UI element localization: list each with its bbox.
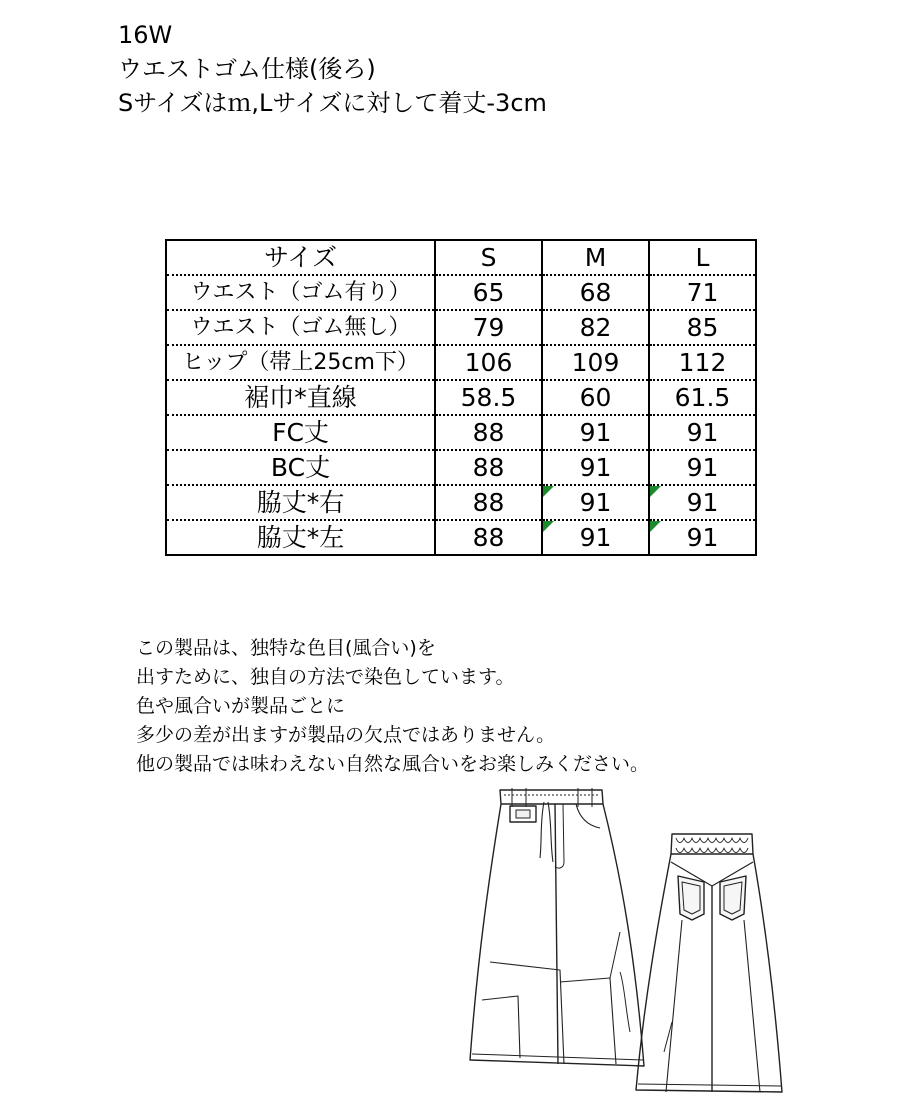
cell-marker — [650, 521, 661, 532]
cell-s: 65 — [435, 275, 542, 310]
cell-l — [649, 520, 756, 555]
cell-s: 88 — [435, 520, 542, 555]
cell-l — [649, 485, 756, 520]
note-line: 出すために、独自の方法で染色しています。 — [136, 666, 515, 688]
note-line: 多少の差が出ますが製品の欠点ではありません。 — [136, 724, 556, 746]
spec-waist-note: ウエストゴム仕様(後ろ) — [118, 55, 376, 83]
cell-s: 88 — [435, 415, 542, 450]
cell-s: 58.5 — [435, 380, 542, 415]
table-row — [166, 520, 756, 555]
cell-marker — [543, 486, 554, 497]
header — [118, 18, 547, 120]
table-row — [166, 310, 756, 345]
row-label: 裾巾*直線 — [166, 380, 435, 415]
season-code: 16W — [118, 21, 173, 49]
cell-l-value: 91 — [686, 488, 719, 517]
row-label: ウエスト（ゴム有り） — [166, 275, 435, 310]
cell-m-value: 91 — [579, 488, 612, 517]
table-header-row — [166, 240, 756, 275]
note-line: 他の製品では味わえない自然な風合いをお楽しみください。 — [136, 753, 650, 775]
cell-m-value: 91 — [579, 523, 612, 552]
note-line: 色や風合いが製品ごとに — [136, 695, 346, 717]
cell-m: 68 — [542, 275, 649, 310]
row-label: 脇丈*右 — [166, 485, 435, 520]
row-label: ウエスト（ゴム無し） — [166, 310, 435, 345]
cell-l: 112 — [649, 345, 756, 380]
cell-m: 60 — [542, 380, 649, 415]
cell-m: 109 — [542, 345, 649, 380]
column-header-size: サイズ — [166, 240, 435, 275]
cell-m — [542, 520, 649, 555]
row-label: BC丈 — [166, 450, 435, 485]
cell-m: 91 — [542, 450, 649, 485]
cell-s: 106 — [435, 345, 542, 380]
cell-l: 91 — [649, 450, 756, 485]
cell-l: 71 — [649, 275, 756, 310]
cell-l: 85 — [649, 310, 756, 345]
product-care-notes — [136, 634, 649, 779]
cell-m — [542, 485, 649, 520]
skirt-back-sketch — [636, 834, 782, 1092]
cell-l: 61.5 — [649, 380, 756, 415]
table-row — [166, 275, 756, 310]
note-line: この製品は、独特な色目(風合い)を — [136, 637, 436, 659]
cell-l: 91 — [649, 415, 756, 450]
cell-s: 79 — [435, 310, 542, 345]
skirt-front-sketch — [470, 788, 644, 1066]
cell-marker — [543, 521, 554, 532]
spec-length-note: Sサイズはｍ,Lサイズに対して着丈-3cm — [118, 89, 547, 117]
cell-s: 88 — [435, 450, 542, 485]
cell-l-value: 91 — [686, 523, 719, 552]
cell-marker — [650, 486, 661, 497]
row-label: FC丈 — [166, 415, 435, 450]
cell-s: 88 — [435, 485, 542, 520]
column-header-m: M — [542, 240, 649, 275]
table-row — [166, 415, 756, 450]
row-label: ヒップ（帯上25cm下） — [166, 345, 435, 380]
table-row — [166, 450, 756, 485]
cell-m: 91 — [542, 415, 649, 450]
table-row — [166, 345, 756, 380]
row-label: 脇丈*左 — [166, 520, 435, 555]
table-row — [166, 485, 756, 520]
table-row — [166, 380, 756, 415]
size-table — [165, 239, 757, 556]
cell-m: 82 — [542, 310, 649, 345]
skirt-illustration — [460, 782, 790, 1098]
column-header-s: S — [435, 240, 542, 275]
column-header-l: L — [649, 240, 756, 275]
